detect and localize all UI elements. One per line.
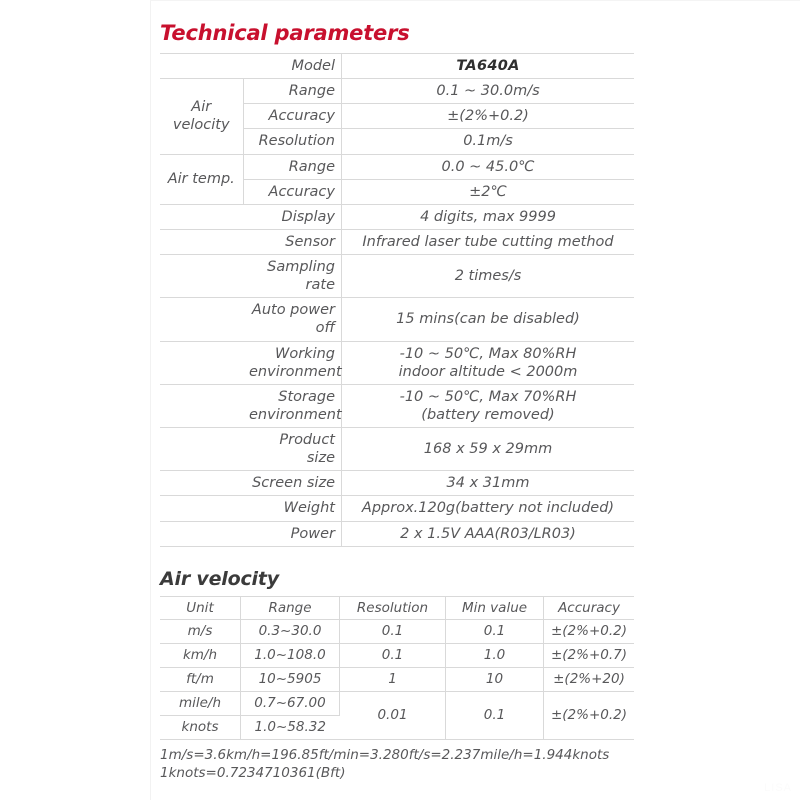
technical-parameters-heading: Technical parameters <box>160 21 410 45</box>
group-cell-empty <box>160 428 243 471</box>
param-label-product-size: Product size <box>243 428 342 471</box>
group-cell-empty <box>160 255 243 298</box>
group-cell-empty <box>160 341 243 384</box>
column-header-unit: Unit <box>160 596 241 620</box>
air-velocity-heading: Air velocity <box>160 567 279 590</box>
param-label-screen-size: Screen size <box>243 471 342 496</box>
table-row <box>160 521 634 546</box>
column-header-min-value: Min value <box>446 596 544 620</box>
page-left-edge <box>150 0 151 800</box>
page-top-edge <box>150 0 800 1</box>
value-av-resolution: 0.1m/s <box>342 129 635 154</box>
param-label-at-accuracy: Accuracy <box>243 179 342 204</box>
value-at-accuracy: ±2℃ <box>342 179 635 204</box>
param-label-power: Power <box>243 521 342 546</box>
param-label-display: Display <box>243 204 342 229</box>
value-sensor: Infrared laser tube cutting method <box>342 229 635 254</box>
table-row <box>160 54 634 79</box>
group-cell-empty <box>160 496 243 521</box>
cell-range: 1.0~108.0 <box>241 644 340 668</box>
cell-range: 0.3~30.0 <box>241 620 340 644</box>
cell-min-value: 1.0 <box>446 644 544 668</box>
air-velocity-table <box>160 596 634 740</box>
param-label-av-resolution: Resolution <box>243 129 342 154</box>
cell-unit: mile/h <box>160 692 241 716</box>
value-working-environment <box>342 341 635 384</box>
value-weight: Approx.120g(battery not included) <box>342 496 635 521</box>
cell-min-value: 10 <box>446 668 544 692</box>
table-row <box>160 668 634 692</box>
param-label-at-range: Range <box>243 154 342 179</box>
footnote-line-2: 1knots=0.7234710361(Bft) <box>160 765 346 782</box>
value-product-size: 168 x 59 x 29mm <box>342 428 635 471</box>
cell-accuracy: ±(2%+0.2) <box>544 620 635 644</box>
cell-resolution: 1 <box>340 668 446 692</box>
table-row <box>160 229 634 254</box>
param-label-auto-power-off: Auto power off <box>243 298 342 341</box>
cell-resolution-merged: 0.01 <box>340 692 446 740</box>
footnote-line-1: 1m/s=3.6km/h=196.85ft/min=3.280ft/s=2.237mile/h=1.944knots <box>160 746 610 763</box>
working-environment-label-line1: Working environment <box>249 345 342 380</box>
value-at-range: 0.0 ~ 45.0℃ <box>342 154 635 179</box>
group-cell-empty <box>160 471 243 496</box>
group-cell-empty <box>160 229 243 254</box>
value-auto-power-off: 15 mins(can be disabled) <box>342 298 635 341</box>
table-row <box>160 298 634 341</box>
cell-resolution: 0.1 <box>340 620 446 644</box>
group-cell-empty <box>160 204 243 229</box>
table-row <box>160 496 634 521</box>
param-label-model: Model <box>243 54 342 79</box>
cell-range: 1.0~58.32 <box>241 715 340 739</box>
working-environment-line1: -10 ~ 50℃, Max 80%RH <box>399 345 577 362</box>
table-row <box>160 620 634 644</box>
group-cell-air-temp: Air temp. <box>160 154 243 204</box>
column-header-resolution: Resolution <box>340 596 446 620</box>
value-av-range: 0.1 ~ 30.0m/s <box>342 79 635 104</box>
cell-range: 0.7~67.00 <box>241 692 340 716</box>
param-label-working-environment <box>243 341 342 384</box>
table-row <box>160 384 634 427</box>
group-cell-empty <box>160 54 243 79</box>
watermark: LISA <box>764 782 792 794</box>
table-row <box>160 341 634 384</box>
cell-unit: ft/m <box>160 668 241 692</box>
table-row <box>160 255 634 298</box>
group-cell-empty <box>160 521 243 546</box>
storage-environment-label-line1: Storage environment <box>249 388 342 423</box>
table-row <box>160 204 634 229</box>
value-sampling-rate: 2 times/s <box>342 255 635 298</box>
param-label-av-range: Range <box>243 79 342 104</box>
table-row <box>160 154 634 179</box>
technical-parameters-table <box>160 53 634 547</box>
cell-accuracy: ±(2%+0.7) <box>544 644 635 668</box>
cell-accuracy-merged: ±(2%+0.2) <box>544 692 635 740</box>
group-cell-empty <box>160 384 243 427</box>
column-header-range: Range <box>241 596 340 620</box>
conversion-footnotes <box>160 746 634 782</box>
cell-min-value-merged: 0.1 <box>446 692 544 740</box>
param-label-sampling-rate: Sampling rate <box>243 255 342 298</box>
table-row <box>160 692 634 716</box>
value-av-accuracy: ±(2%+0.2) <box>342 104 635 129</box>
cell-resolution: 0.1 <box>340 644 446 668</box>
cell-range: 10~5905 <box>241 668 340 692</box>
param-label-av-accuracy: Accuracy <box>243 104 342 129</box>
group-cell-air-velocity: Air velocity <box>160 79 243 154</box>
cell-unit: knots <box>160 715 241 739</box>
cell-min-value: 0.1 <box>446 620 544 644</box>
value-storage-environment <box>342 384 635 427</box>
cell-unit: km/h <box>160 644 241 668</box>
cell-accuracy: ±(2%+20) <box>544 668 635 692</box>
column-header-accuracy: Accuracy <box>544 596 635 620</box>
document-content <box>160 22 634 782</box>
table-row <box>160 471 634 496</box>
storage-environment-line2: (battery removed) <box>421 406 555 423</box>
value-model: TA640A <box>342 54 635 79</box>
value-screen-size: 34 x 31mm <box>342 471 635 496</box>
value-display: 4 digits, max 9999 <box>342 204 635 229</box>
table-header-row <box>160 596 634 620</box>
value-power: 2 x 1.5V AAA(R03/LR03) <box>342 521 635 546</box>
param-label-weight: Weight <box>243 496 342 521</box>
working-environment-line2: indoor altitude < 2000m <box>398 363 578 380</box>
cell-unit: m/s <box>160 620 241 644</box>
param-label-sensor: Sensor <box>243 229 342 254</box>
param-label-storage-environment <box>243 384 342 427</box>
table-row <box>160 428 634 471</box>
table-row <box>160 644 634 668</box>
storage-environment-line1: -10 ~ 50℃, Max 70%RH <box>399 388 577 405</box>
table-row <box>160 79 634 104</box>
group-cell-empty <box>160 298 243 341</box>
